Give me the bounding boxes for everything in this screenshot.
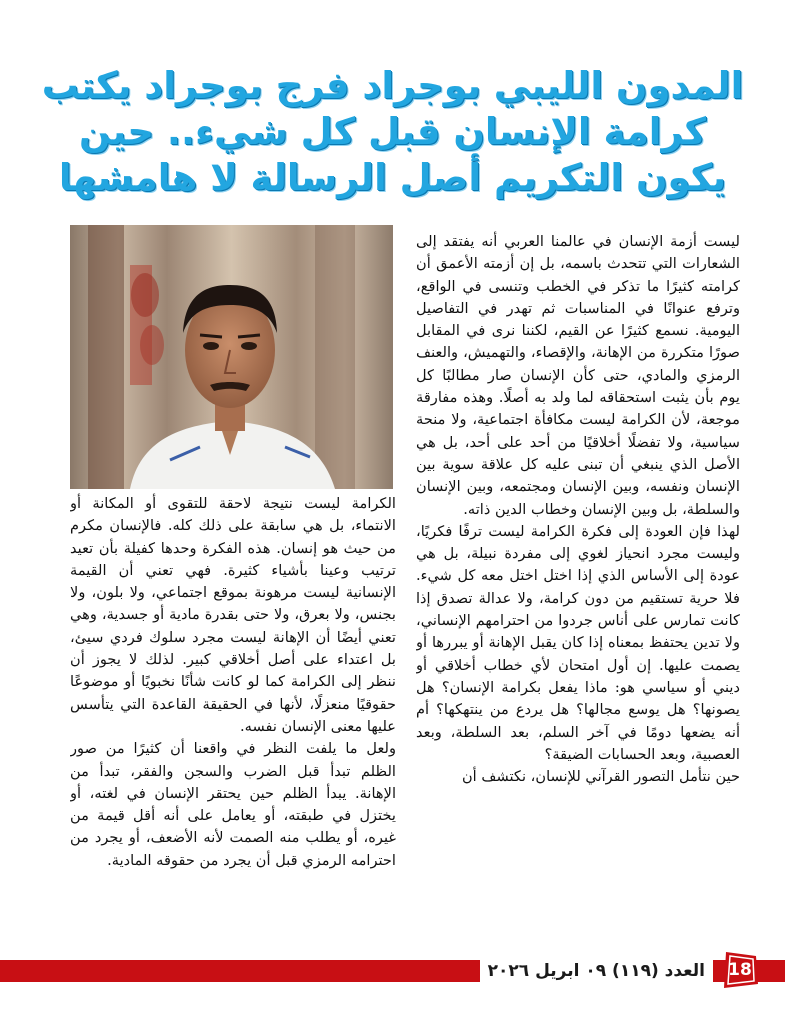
page-number-badge <box>720 950 760 990</box>
article-paragraph: لهذا فإن العودة إلى فكرة الكرامة ليست ترفًا فكريًا، وليست مجرد انحياز لغوي إلى مفردة نبيلة، بل هي عودة إلى الأساس الذي إذا اختل اختل معه كل شيء. فلا حرية تستقيم من دون كرامة، ولا عدالة تصدق إذا كانت تمارس على أناس جردوا من احترامهم الإنساني، ولا تدين يحتفظ بمعناه إذا كان يقبل الإهانة أو يبررها أو يصمت عليها. إن أول امتحان لأي خطاب أخلاقي أو ديني أو سياسي هو: ماذا يفعل بكرامة الإنسان؟ هل يصونها؟ هل يوسع مجالها؟ هل يردع من ينتهكها؟ أم أنه يضعها دومًا في آخر السلم، بعد السلطة، وبعد العصبية، وبعد الحسابات الضيقة؟ <box>416 522 740 763</box>
article-paragraph: ليست أزمة الإنسان في عالمنا العربي أنه يفتقد إلى الشعارات التي تتحدث باسمه، بل إن أزمته الأعمق أن كرامته كثيرًا ما تذكر في الخطب وتنسى في الواقع، وترفع عنوانًا في المناسبات ثم تهدر في التفاصيل اليومية. نسمع كثيرًا عن القيم، لكننا نرى في المقابل صورًا متكررة من الإهانة، والإقصاء، والتهميش، والعنف الرمزي والمادي، حتى كأن الإنسان صار مطالبًا كل يوم بأن يثبت استحقاقه لما ولد به أصلًا. وهذه مفارقة موجعة، لأن الكرامة ليست مكافأة اجتماعية، ولا منحة سياسية، ولا تفضلًا أخلاقيًا من أحد على أحد، بل هي الأصل الذي ينبغي أن تبنى عليه كل علاقة سوية بين الإنسان ونفسه، وبين الإنسان ومجتمعه، وبين الإنسان والسلطة، بل وبين الإنسان وخطاب الدين ذاته. <box>416 233 740 518</box>
issue-line: العدد (١١٩) ٠٩ ابريل ٢٠٢٦ <box>480 957 713 985</box>
article-headline: المدون الليبي بوجراد فرج بوجراد يكتب كرامة الإنسان قبل كل شيء.. حين يكون التكريم أصل الرسالة لا هامشها <box>41 63 744 199</box>
article-column-left <box>70 493 396 925</box>
article-paragraph: حين نتأمل التصور القرآني للإنسان، نكتشف أن <box>461 768 740 786</box>
article-paragraph: الكرامة ليست نتيجة لاحقة للتقوى أو المكانة أو الانتماء، بل هي سابقة على ذلك كله. فالإنسان مكرم من حيث هو إنسان. هذه الفكرة وحدها كفيلة بأن تعيد ترتيب وعينا بأشياء كثيرة. فهي تعني أن القيمة الإنسانية ليست مرهونة بموقع اجتماعي، ولا بلون، ولا بجنس، ولا بعرق، ولا حتى بقدرة مادية أو جسدية، وهي تعني أيضًا أن الإهانة ليست مجرد سلوك فردي سيئ، بل اعتداء على أصل أخلاقي كبير. لذلك لا يجوز أن ننظر إلى الكرامة كما لو كانت شأنًا نخبويًا أو موضوعًا حقوقيًا منعزلًا، لأنها في الحقيقة القاعدة التي يتأسس عليها معنى الإنسان نفسه. <box>70 495 396 735</box>
article-paragraph: ولعل ما يلفت النظر في واقعنا أن كثيرًا من صور الظلم تبدأ قبل الضرب والسجن والفقر، تبدأ من الإهانة. يبدأ الظلم حين يحتقر الإنسان في لغته، أو يختزل في طبقته، أو يعامل على أنه أقل قيمة من غيره، أو يطلب منه الصمت لأنه الأضعف، أو يجرد من احترامه الرمزي قبل أن يجرد من حقوقه المادية. <box>70 740 396 869</box>
author-photo <box>70 225 393 489</box>
article-column-right <box>416 231 740 926</box>
author-portrait-icon <box>70 225 393 489</box>
page-number: 18 <box>728 960 752 980</box>
